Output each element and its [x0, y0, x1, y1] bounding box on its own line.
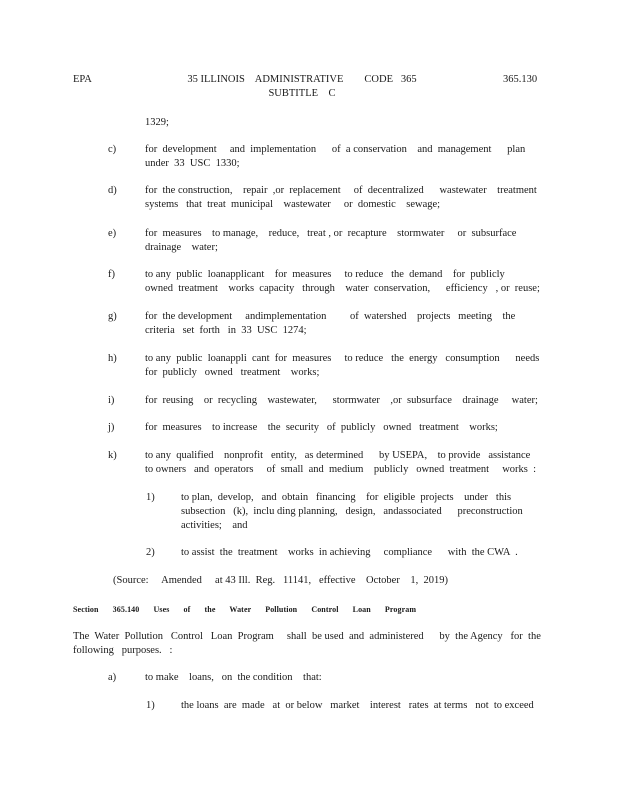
list-item-text	[145, 394, 538, 408]
sub-list-item-label: 1)	[146, 700, 155, 711]
sub-list-item-text: the loans are made at or below market interest rates at terms not to exceed	[181, 700, 534, 711]
header-agency: EPA	[73, 74, 92, 85]
sub-list-item-text	[181, 546, 518, 560]
section-heading: Section 365.140 Uses of the Water Pollution Control Loan Program	[73, 605, 417, 614]
text-line: The Water Pollution Control Loan Program shall be used and administered by the Agency for the	[73, 631, 541, 642]
list-item-text	[145, 421, 498, 435]
list-item-label: e)	[108, 228, 117, 239]
text-line: to any public loanappli cant for measures to reduce the energy consumption needs	[145, 353, 540, 364]
list-item-text	[145, 352, 539, 380]
text-line: under 33 USC 1330;	[145, 158, 240, 169]
list-item-label: i)	[108, 395, 115, 406]
list-item-label: f)	[108, 269, 115, 280]
header-title	[172, 73, 432, 101]
list-item-label: d)	[108, 185, 117, 196]
list-item-text	[145, 184, 537, 212]
sub-list-item-text	[181, 491, 523, 533]
list-item-text	[145, 310, 515, 338]
source-note: (Source: Amended at 43 Ill. Reg. 11141, effective October 1, 2019)	[113, 575, 448, 586]
text-line: drainage water;	[145, 242, 218, 253]
text-line: owned treatment works capacity through water conservation, efficiency , or reuse;	[145, 283, 540, 294]
list-item-label: c)	[108, 144, 117, 155]
text-line: for the construction, repair ,or replacement of decentralized wastewater treatment	[145, 185, 537, 196]
text-line: to assist the treatment works in achieving compliance with the CWA .	[181, 547, 518, 558]
list-item-text: to make loans, on the condition that:	[145, 672, 322, 683]
text-line: to any qualified nonprofit entity, as determined by USEPA, to provide assistance	[145, 450, 531, 461]
text-line: for the development andimplementation of watershed projects meeting the	[145, 311, 516, 322]
list-item-label: k)	[108, 450, 117, 461]
text-line: for reusing or recycling wastewater, stormwater ,or subsurface drainage water;	[145, 395, 538, 406]
text-line: for measures to increase the security of publicly owned treatment works;	[145, 422, 498, 433]
header-title-line2: SUBTITLE C	[268, 88, 336, 99]
continuation-text: 1329;	[145, 117, 169, 128]
text-line: activities; and	[181, 520, 248, 531]
text-line: for development and implementation of a conservation and management plan	[145, 144, 526, 155]
text-line: for publicly owned treatment works;	[145, 367, 320, 378]
list-item-text	[145, 449, 536, 477]
list-item-label: g)	[108, 311, 117, 322]
header-title-line1: 35 ILLINOIS ADMINISTRATIVE CODE 365	[187, 74, 417, 85]
text-line: to owners and operators of small and medium publicly owned treatment works :	[145, 464, 537, 475]
list-item-text	[145, 268, 540, 296]
list-item-label: h)	[108, 353, 117, 364]
text-line: to plan, develop, and obtain financing for eligible projects under this	[181, 492, 512, 503]
section-intro	[73, 630, 541, 658]
sub-list-item-label: 1)	[146, 492, 155, 503]
list-item-text	[145, 227, 516, 255]
header-section-number: 365.130	[503, 74, 538, 85]
text-line: criteria set forth in 33 USC 1274;	[145, 325, 307, 336]
list-item-label: a)	[108, 672, 117, 683]
sub-list-item-label: 2)	[146, 547, 155, 558]
list-item-label: j)	[108, 422, 115, 433]
text-line: systems that treat municipal wastewater or domestic sewage;	[145, 199, 441, 210]
text-line: to any public loanapplicant for measures to reduce the demand for publicly	[145, 269, 505, 280]
text-line: subsection (k), inclu ding planning, design, andassociated preconstruction	[181, 506, 523, 517]
text-line: following purposes. :	[73, 645, 173, 656]
list-item-text	[145, 143, 525, 171]
text-line: for measures to manage, reduce, treat , or recapture stormwater or subsurface	[145, 228, 517, 239]
